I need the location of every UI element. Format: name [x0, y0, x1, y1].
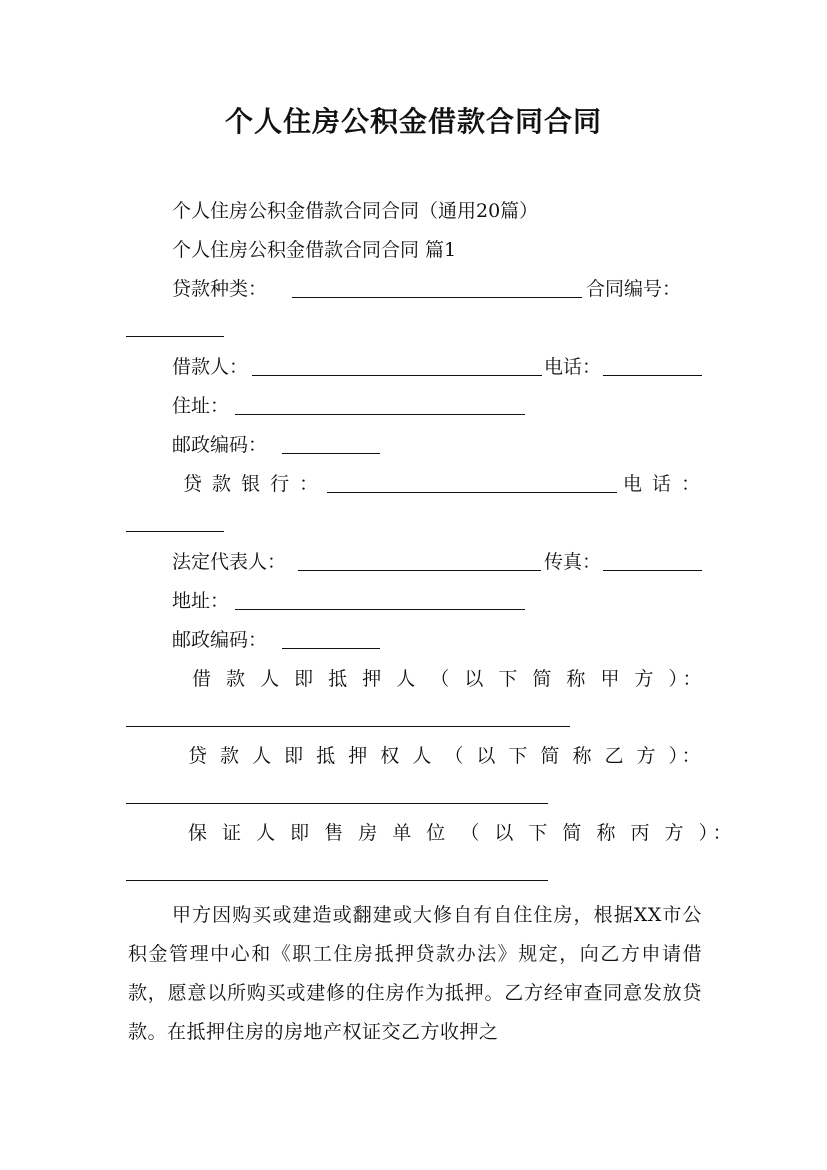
section-heading: 个人住房公积金借款合同合同 篇1 — [172, 239, 457, 261]
party-c-label: 保 证 人 即 售 房 单 位 （ 以 下 简 称 丙 方 ）： — [188, 822, 737, 844]
legal-rep-blank — [298, 570, 541, 571]
phone-label-1: 电话： — [544, 356, 602, 378]
borrower-label: 借款人： — [172, 356, 249, 378]
address-label-1: 住址： — [172, 395, 230, 417]
postcode-label-2: 邮政编码： — [172, 629, 268, 651]
party-a-blank — [126, 726, 570, 727]
party-c-blank — [126, 880, 548, 881]
fax-blank — [603, 570, 702, 571]
fax-label: 传真： — [544, 551, 602, 573]
address-label-2: 地址： — [172, 590, 230, 612]
contract-no-blank — [126, 336, 224, 337]
postcode-blank-1 — [282, 453, 380, 454]
phone-label-2: 电 话 ： — [623, 473, 703, 495]
borrower-blank — [252, 375, 542, 376]
document-subtitle: 个人住房公积金借款合同合同（通用20篇） — [172, 200, 539, 222]
body-paragraph: 甲方因购买或建造或翻建或大修自有自住住房，根据XX市公积金管理中心和《职工住房抵押贷款办法》规定，向乙方申请借款，愿意以所购买或建修的住房作为抵押。乙方经审查同意发放贷款。在抵押住房的房地产权证交乙方收押之 — [128, 904, 702, 1043]
lender-bank-label: 贷 款 银 行 ： — [183, 473, 321, 495]
lender-bank-blank — [327, 492, 617, 493]
party-b-label: 贷 款 人 即 抵 押 权 人 （ 以 下 简 称 乙 方 ）： — [188, 745, 705, 767]
phone-blank-2 — [126, 531, 224, 532]
loan-type-label: 贷款种类： — [172, 278, 268, 300]
loan-type-blank — [292, 297, 582, 298]
postcode-blank-2 — [282, 648, 380, 649]
document-title: 个人住房公积金借款合同合同 — [224, 105, 602, 138]
address-blank-2 — [235, 609, 525, 610]
legal-rep-label: 法定代表人： — [172, 551, 287, 573]
postcode-label-1: 邮政编码： — [172, 434, 268, 456]
party-a-label: 借 款 人 即 抵 押 人 （ 以 下 简 称 甲 方 ）： — [192, 668, 707, 690]
phone-blank-1 — [603, 375, 702, 376]
address-blank-1 — [235, 414, 525, 415]
contract-no-label: 合同编号： — [586, 278, 682, 300]
party-b-blank — [126, 803, 548, 804]
